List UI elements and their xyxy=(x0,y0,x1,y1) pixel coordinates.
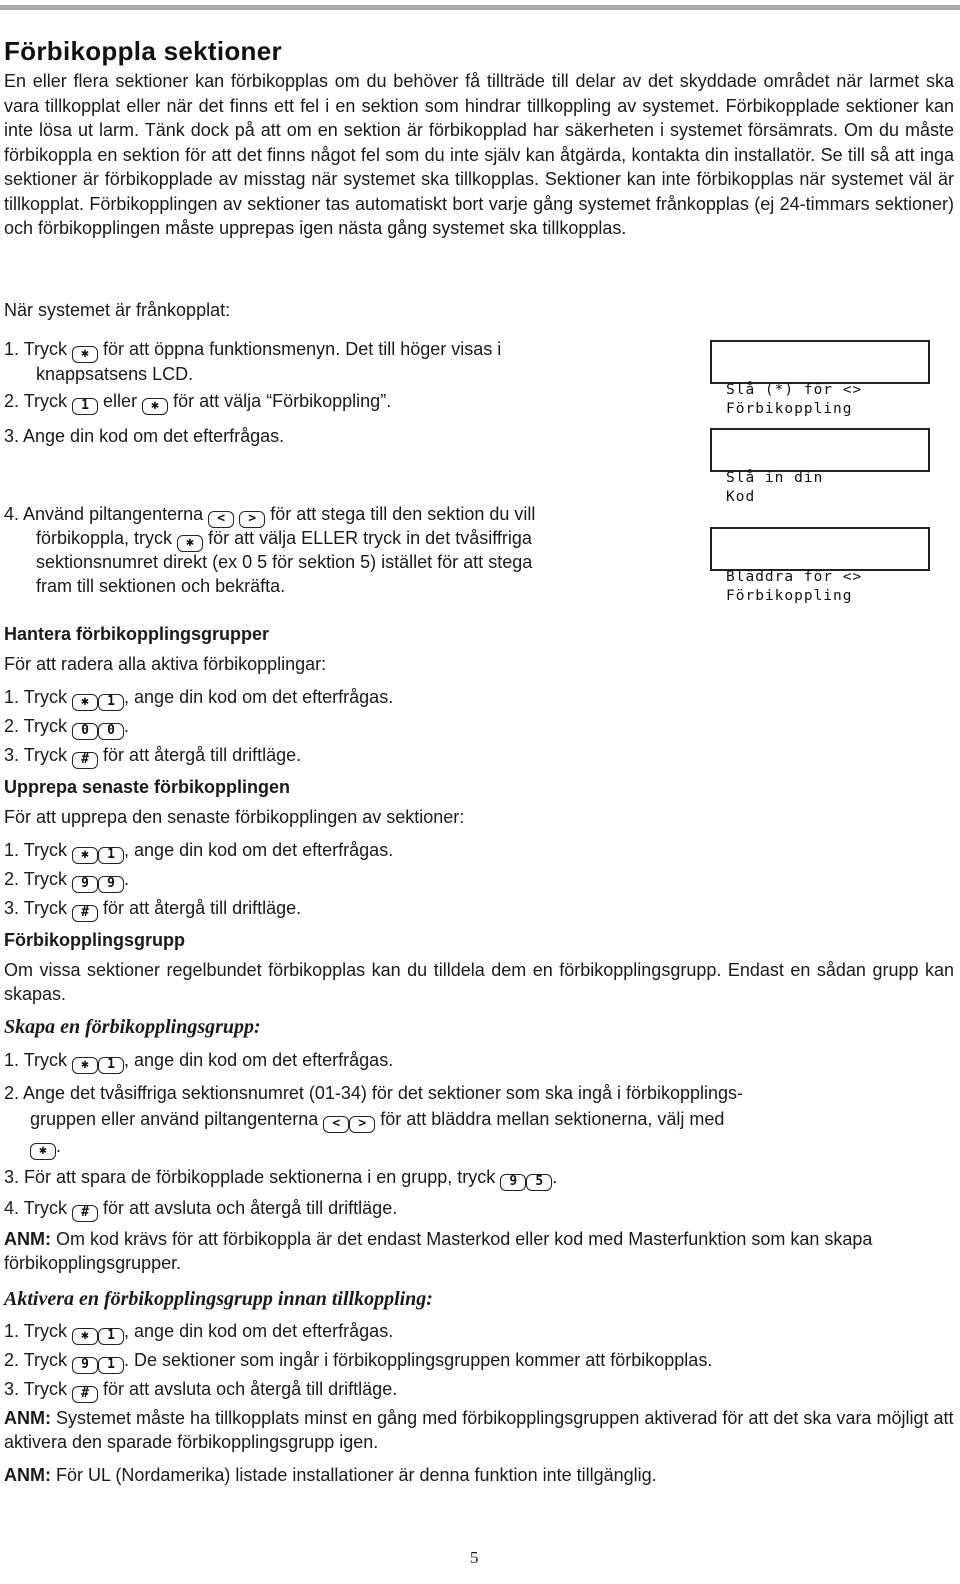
hantera-step-1: 1. Tryck ✱ 1 , ange din kod om det efterfrågas. xyxy=(4,687,394,709)
upprepa-intro: För att upprepa den senaste förbikopplingen av sektioner: xyxy=(4,807,465,827)
zero-key: 0 xyxy=(98,723,124,740)
page-number: 5 xyxy=(470,1548,479,1567)
star-key: ✱ xyxy=(30,1143,56,1160)
aktivera-step-3: 3. Tryck # för att avsluta och återgå till driftläge. xyxy=(4,1379,398,1401)
star-key: ✱ xyxy=(177,535,203,552)
skapa-note: ANM: Om kod krävs för att förbikoppla är det endast Masterkod eller kod med Masterfunktion som kan skapa förbikopplingsgrupper. xyxy=(4,1229,873,1273)
step-2: 2. Tryck 1 eller ✱ för att välja “Förbikoppling”. xyxy=(4,391,392,413)
section-heading-hantera: Hantera förbikopplingsgrupper xyxy=(4,624,270,644)
left-arrow-key: < xyxy=(208,511,234,528)
skapa-step-3: 3. För att spara de förbikopplade sektionerna i en grupp, tryck 9 5 . xyxy=(4,1167,558,1189)
lcd-display-browse: Bläddra för <> Förbikoppling xyxy=(710,527,930,571)
skapa-step-2-cont: gruppen eller använd piltangenterna < > för att bläddra mellan sektionerna, välj med xyxy=(30,1109,725,1131)
aktivera-heading: Aktivera en förbikopplingsgrupp innan tillkoppling: xyxy=(4,1288,433,1310)
upprepa-step-2: 2. Tryck 9 9 . xyxy=(4,869,130,891)
intro-paragraph: En eller flera sektioner kan förbikopplas om du behöver få tillträde till delar av det skyddade området när larmet ska vara tillkopplat eller när det finns ett fel i en sektion som hindrar tillkoppling av systemet. Förbikopplade sektioner kan inte lösa ut larm. Tänk dock på att om en sektion är förbikopplad har säkerheten i systemet försämrats. Om du måste förbikoppla en sektion för att det finns något fel som du inte själv kan åtgärda, kontakta din installatör. Se till så att inga sektioner är förbikopplade av misstag när systemet ska tillkopplas. Sektioner kan inte förbikopplas när systemet väl är tillkopplat. Förbikopplingen av sektioner tas automatiskt bort varje gång systemet frånkopplas (ej 24-timmars sektioner) och förbikopplingen måste upprepas igen nästa gång systemet ska tillkopplas. xyxy=(4,71,954,238)
one-key: 1 xyxy=(98,694,124,711)
top-rule xyxy=(0,5,960,10)
hash-key: # xyxy=(72,1205,98,1222)
one-key: 1 xyxy=(98,1357,124,1374)
skapa-step-2-end: ✱ . xyxy=(4,1134,61,1160)
section-heading-grupp: Förbikopplingsgrupp xyxy=(4,930,185,950)
step-1-cont: knappsatsens LCD. xyxy=(36,364,194,384)
skapa-step-4: 4. Tryck # för att avsluta och återgå till driftläge. xyxy=(4,1198,398,1220)
upprepa-step-3: 3. Tryck # för att återgå till driftläge. xyxy=(4,898,302,920)
nine-key: 9 xyxy=(72,876,98,893)
step-4-line-2: förbikoppla, tryck ✱ för att välja ELLER tryck in det tvåsiffriga xyxy=(36,528,532,550)
step-1: 1. Tryck ✱ för att öppna funktionsmenyn. Det till höger visas i xyxy=(4,339,502,361)
step-3: 3. Ange din kod om det efterfrågas. xyxy=(4,426,285,446)
one-key: 1 xyxy=(72,398,98,415)
hash-key: # xyxy=(72,905,98,922)
one-key: 1 xyxy=(98,847,124,864)
star-key: ✱ xyxy=(72,1328,98,1345)
left-arrow-key: < xyxy=(323,1116,349,1133)
one-key: 1 xyxy=(98,1328,124,1345)
section-heading-upprepa: Upprepa senaste förbikopplingen xyxy=(4,777,291,797)
skapa-step-2: 2. Ange det tvåsiffriga sektionsnumret (01-34) för det sektioner som ska ingå i förbikopplings- xyxy=(4,1083,744,1103)
step-4-line-3: sektionsnumret direkt (ex 0 5 för sektion 5) istället för att stega xyxy=(36,552,533,572)
aktivera-step-1: 1. Tryck ✱ 1 , ange din kod om det efterfrågas. xyxy=(4,1321,394,1343)
nine-key: 9 xyxy=(98,876,124,893)
hantera-step-3: 3. Tryck # för att återgå till driftläge. xyxy=(4,745,302,767)
step-4-line-4: fram till sektionen och bekräfta. xyxy=(36,576,286,596)
hantera-intro: För att radera alla aktiva förbikopplingar: xyxy=(4,654,327,674)
lcd-display-code: Slå in din Kod xyxy=(710,428,930,472)
aktivera-note-2: ANM: För UL (Nordamerika) listade installationer är denna funktion inte tillgänglig. xyxy=(4,1465,657,1485)
step-4: 4. Använd piltangenterna < > för att stega till den sektion du vill xyxy=(4,504,536,526)
five-key: 5 xyxy=(526,1174,552,1191)
when-disarmed-label: När systemet är frånkopplat: xyxy=(4,300,231,320)
nine-key: 9 xyxy=(72,1357,98,1374)
star-key: ✱ xyxy=(72,1057,98,1074)
one-key: 1 xyxy=(98,1057,124,1074)
skapa-step-1: 1. Tryck ✱ 1 , ange din kod om det efterfrågas. xyxy=(4,1050,394,1072)
right-arrow-key: > xyxy=(239,511,265,528)
right-arrow-key: > xyxy=(349,1116,375,1133)
star-key: ✱ xyxy=(142,398,168,415)
star-key: ✱ xyxy=(72,694,98,711)
hash-key: # xyxy=(72,752,98,769)
star-key: ✱ xyxy=(72,847,98,864)
aktivera-step-2: 2. Tryck 9 1 . De sektioner som ingår i förbikopplingsgruppen kommer att förbikopplas. xyxy=(4,1350,713,1372)
grupp-text: Om vissa sektioner regelbundet förbikopplas kan du tilldela dem en förbikopplingsgrupp. Endast en sådan grupp kan skapas. xyxy=(4,960,954,1004)
zero-key: 0 xyxy=(72,723,98,740)
upprepa-step-1: 1. Tryck ✱ 1 , ange din kod om det efterfrågas. xyxy=(4,840,394,862)
star-key: ✱ xyxy=(72,346,98,363)
page-title: Förbikoppla sektioner xyxy=(4,36,282,66)
nine-key: 9 xyxy=(500,1174,526,1191)
lcd-display-menu: Slå (*) för <> Förbikoppling xyxy=(710,340,930,384)
hantera-step-2: 2. Tryck 0 0 . xyxy=(4,716,130,738)
skapa-heading: Skapa en förbikopplingsgrupp: xyxy=(4,1016,261,1038)
aktivera-note-1: ANM: Systemet måste ha tillkopplats minst en gång med förbikopplingsgruppen aktiverad för att det ska vara möjligt att aktivera den sparade förbikopplingsgrupp igen. xyxy=(4,1408,954,1452)
hash-key: # xyxy=(72,1386,98,1403)
